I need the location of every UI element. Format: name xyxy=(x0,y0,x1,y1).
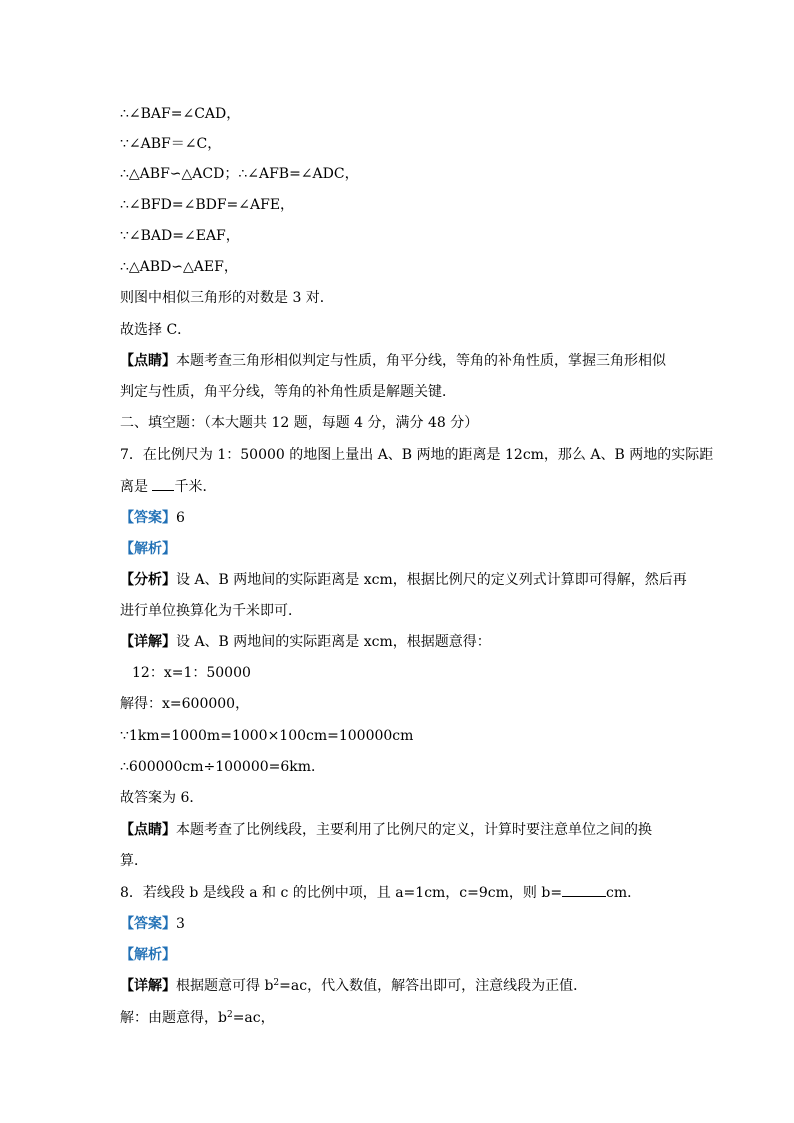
question-8: 8．若线段 b 是线段 a 和 c 的比例中项，且 a=1cm，c=9cm，则 b= cm． xyxy=(120,882,680,903)
question-7: 7．在比例尺为 1：50000 的地图上量出 A、B 两地的距离是 12cm，那么 A、B 两地的实际距 xyxy=(120,447,714,463)
analysis-tag: 【解析】 xyxy=(120,541,176,557)
answer-blank xyxy=(562,882,606,897)
text-line: ∴∠BAF=∠CAD， xyxy=(120,106,241,122)
analysis-detail: 【分析】设 A、B 两地间的实际距离是 xcm，根据比例尺的定义列式计算即可得解，然后再 xyxy=(120,572,687,588)
text-line: 判定与性质，角平分线，等角的补角性质是解题关键． xyxy=(120,384,456,400)
analysis-sub-tag: 【分析】 xyxy=(120,572,176,588)
text-line: 算． xyxy=(120,853,148,869)
text-line: 进行单位换算化为千米即可． xyxy=(120,603,302,619)
answer-blank xyxy=(152,476,174,491)
analysis-tag: 【解析】 xyxy=(120,947,176,963)
text-line: ∵∠ABF＝∠C， xyxy=(120,136,222,152)
text-line: 解得：x=600000， xyxy=(120,696,250,712)
detail-tag: 【详解】 xyxy=(120,978,176,994)
text-line: ∵∠BAD=∠EAF， xyxy=(120,228,240,244)
text-line: 解：由题意得，$b^2=ac$， xyxy=(120,1010,275,1026)
text-line: ∵1km=1000m=1000×100cm=100000cm xyxy=(120,728,414,744)
text-line: ∴△ABD∽△AEF， xyxy=(120,259,238,275)
text-line: 故答案为 6． xyxy=(120,790,204,806)
answer-line: 【答案】3 xyxy=(120,916,185,932)
detail-tag: 【详解】 xyxy=(120,634,176,650)
analysis-line xyxy=(120,539,680,559)
detail-line: 【详解】设 A、B 两地间的实际距离是 xcm，根据题意得： xyxy=(120,634,491,650)
answer-tag: 【答案】 xyxy=(120,916,176,932)
question-7-cont: 离是 千米． xyxy=(120,476,680,497)
section-heading: 二、填空题：（本大题共 12 题，每题 4 分，满分 48 分） xyxy=(120,415,479,431)
answer-tag: 【答案】 xyxy=(120,510,176,526)
comment-tag: 【点睛】 xyxy=(120,822,176,838)
text-line: ∴∠BFD=∠BDF=∠AFE， xyxy=(120,197,295,213)
text-line: 故选择 C． xyxy=(120,322,192,338)
detail-line: 【详解】根据题意可得 $b^2=ac$，代入数值，解答出即可，注意线段为正值． xyxy=(120,978,588,994)
answer-line: 【答案】6 xyxy=(120,510,185,526)
comment-line: 【点睛】本题考查三角形相似判定与性质，角平分线，等角的补角性质，掌握三角形相似 xyxy=(120,353,666,369)
equation-line: 12：x=1：50000 xyxy=(132,665,251,681)
text-line: ∴600000cm÷100000=6km． xyxy=(120,759,326,775)
text-line: 则图中相似三角形的对数是 3 对． xyxy=(120,290,334,306)
comment-tag: 【点睛】 xyxy=(120,353,176,369)
text-line: ∴△ABF∽△ACD；∴∠AFB=∠ADC， xyxy=(120,166,359,182)
comment-line: 【点睛】本题考查了比例线段，主要利用了比例尺的定义，计算时要注意单位之间的换 xyxy=(120,822,652,838)
analysis-line xyxy=(120,945,680,965)
